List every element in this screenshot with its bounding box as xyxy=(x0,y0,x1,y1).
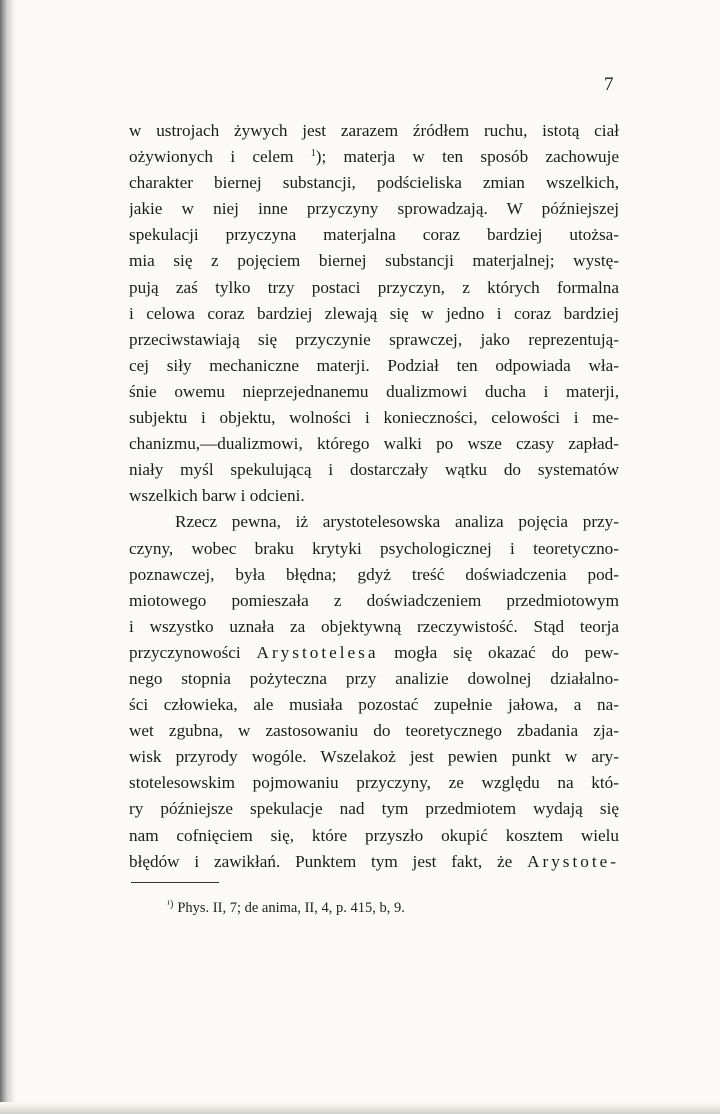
text-line-1: w ustrojach żywych jest zarazem źródłem ruchu, istotą ciał xyxy=(129,121,619,140)
text-line-29: błędów i zawikłań. Punktem tym jest fakt, że Arystote- xyxy=(129,851,619,871)
text-line-9: przeciwstawiają się przyczynie sprawczej, jako reprezentują- xyxy=(129,329,619,349)
text-line-4: jakie w niej inne przyczyny sprowadzają. W późniejszej xyxy=(129,199,619,219)
text-line-7: pują zaś tylko trzy postaci przyczyn, z których formalna xyxy=(129,277,619,297)
text-line-15: wszelkich barw i odcieni. xyxy=(129,486,305,506)
text-line-22: nego stopnia pożyteczna przy analizie dowolnej działalno- xyxy=(129,668,619,688)
footnote-rule xyxy=(131,882,219,883)
text-line-2-a: ożywionych i celem $^1$); materja w ten sposób zachowuje xyxy=(129,147,619,167)
text-line-21: przyczynowości Arystotelesa mogła się okazać do pew- xyxy=(129,642,619,662)
text-line-23: ści człowieka, ale musiała pozostać zupełnie jałowa, a na- xyxy=(129,695,619,715)
text-line-26: stotelesowskim pojmowaniu przyczyny, ze względu na któ- xyxy=(129,773,619,793)
text-line-2 xyxy=(129,144,619,170)
page-bottom-edge xyxy=(0,1102,720,1114)
text-line-17: czyny, wobec braku krytyki psychologicznej i teoretyczno- xyxy=(129,538,619,558)
body-text xyxy=(129,118,619,875)
footnote-mark: ¹) xyxy=(167,899,174,910)
text-line-12: subjektu i objektu, wolności i konieczności, celowości i me- xyxy=(129,408,619,428)
page-number: 7 xyxy=(604,74,614,95)
text-line-13: chanizmu,—dualizmowi, którego walki po wsze czasy zapład- xyxy=(129,434,619,454)
text-line-3: charakter biernej substancji, podścieliska zmian wszelkich, xyxy=(129,173,619,193)
text-line-14: niały myśl spekulującą i dostarczały wątku do systematów xyxy=(129,460,619,480)
text-line-5: spekulacji przyczyna materjalna coraz bardziej utożsa- xyxy=(129,225,619,245)
text-line-6: mia się z pojęciem biernej substancji materjalnej; wystę- xyxy=(129,251,619,271)
text-line-25: wisk przyrody wogóle. Wszelakoż jest pewien punkt w ary- xyxy=(129,747,619,767)
text-line-18: poznawczej, była błędna; gdyż treść doświadczenia pod- xyxy=(129,564,619,584)
author-name: Arystote- xyxy=(527,851,619,871)
text-line-28: nam cofnięciem się, które przyszło okupić kosztem wielu xyxy=(129,825,619,845)
footnote xyxy=(167,899,405,917)
text-line-10: cej siły mechaniczne materji. Podział ten odpowiada wła- xyxy=(129,355,619,375)
text-line-8: i celowa coraz bardziej zlewają się w jedno i coraz bardziej xyxy=(129,303,619,323)
footnote-ref: 1 xyxy=(310,148,316,160)
text-line-24: wet zgubna, w zastosowaniu do teoretycznego zbadania zja- xyxy=(129,721,619,741)
text-line-20: i wszystko uznała za objektywną rzeczywistość. Stąd teorja xyxy=(129,616,619,636)
text-line-11: śnie owemu nieprzejednanemu dualizmowi ducha i materji, xyxy=(129,381,619,401)
author-name: Arystotelesa xyxy=(256,642,379,662)
footnote-text: Phys. II, 7; de anima, II, 4, p. 415, b, 9. xyxy=(177,900,405,916)
text-line-27: ry późniejsze spekulacje nad tym przedmiotem wydają się xyxy=(129,799,619,819)
text-line-16: Rzecz pewna, iż arystotelesowska analiza pojęcia przy- xyxy=(175,512,619,532)
page-binding-edge xyxy=(0,0,16,1114)
text-line-19: miotowego pomieszała z doświadczeniem przedmiotowym xyxy=(129,590,619,610)
